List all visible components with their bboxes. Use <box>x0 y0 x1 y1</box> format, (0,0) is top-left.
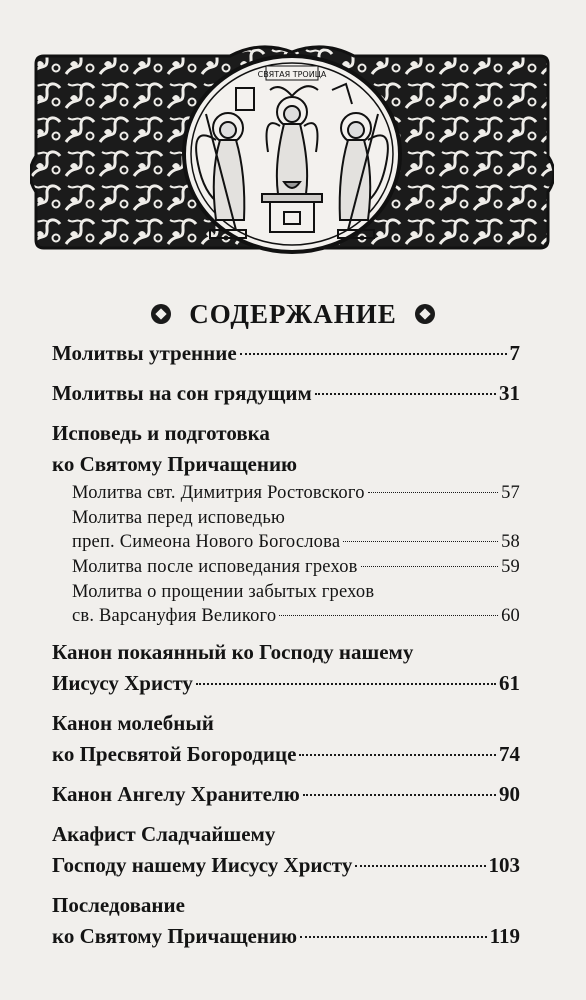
page-number: 103 <box>488 853 520 877</box>
toc-entry-title: Канон Ангелу Хранителю <box>52 782 300 806</box>
toc-entry-title: Последование <box>52 893 185 917</box>
toc-entry-title: Молитва свт. Димитрия Ростовского <box>72 483 365 503</box>
page-number: 31 <box>499 381 520 405</box>
toc-entry[interactable] <box>52 779 520 810</box>
toc-entry-title: Акафист Сладчайшему <box>52 822 276 846</box>
toc-entry-title: Молитва после исповедания грехов <box>72 557 358 577</box>
toc-entry-title: Молитва о прощении забытых грехов <box>72 582 375 602</box>
page-title: СОДЕРЖАНИЕ <box>189 298 397 329</box>
dot-leader <box>240 353 507 355</box>
toc-entry[interactable] <box>52 338 520 369</box>
toc-entry-title: Молитвы на сон грядущим <box>52 381 312 405</box>
dot-leader <box>343 541 498 542</box>
table-of-contents <box>52 338 520 952</box>
page-number: 59 <box>501 557 520 577</box>
toc-entry-title: св. Варсануфия Великого <box>72 606 277 626</box>
toc-subentry[interactable] <box>72 481 520 505</box>
toc-entry[interactable] <box>52 708 520 770</box>
dot-leader <box>361 566 499 567</box>
ornament-right-icon <box>415 304 435 324</box>
toc-entry-title: Молитвы утренние <box>52 341 237 365</box>
toc-subentry[interactable] <box>72 555 520 579</box>
toc-entry-title: Канон молебный <box>52 711 214 735</box>
page-number: 74 <box>499 742 520 766</box>
dot-leader <box>303 794 496 796</box>
toc-entry-title: Господу нашему Иисусу Христу <box>52 853 353 877</box>
page-number: 61 <box>499 671 520 695</box>
page-number: 60 <box>501 606 520 626</box>
toc-entry-title: ко Святому Причащению <box>52 924 298 948</box>
toc-entry-title: Канон покаянный ко Господу нашему <box>52 640 414 664</box>
toc-subentry[interactable] <box>72 580 520 628</box>
page-number: 58 <box>501 532 520 552</box>
ornament-left-icon <box>151 304 171 324</box>
toc-entry[interactable] <box>52 890 520 952</box>
page-number: 7 <box>509 341 520 365</box>
page-number: 57 <box>501 483 520 503</box>
dot-leader <box>196 683 496 685</box>
dot-leader <box>355 865 485 867</box>
toc-entry-title: Исповедь и подготовка <box>52 421 270 445</box>
dot-leader <box>300 936 487 938</box>
toc-entry[interactable] <box>52 637 520 699</box>
toc-entry[interactable] <box>52 418 520 480</box>
toc-subentry[interactable] <box>72 506 520 554</box>
dot-leader <box>299 754 496 756</box>
contents-heading <box>0 292 586 336</box>
toc-entry-title: Молитва перед исповедью <box>72 508 286 528</box>
page-number: 119 <box>489 924 520 948</box>
toc-entry-title: ко Пресвятой Богородице <box>52 742 297 766</box>
toc-entry[interactable] <box>52 819 520 881</box>
dot-leader <box>368 492 498 493</box>
toc-entry-title: преп. Симеона Нового Богослова <box>72 532 341 552</box>
svg-text:СВЯТАЯ ТРОИЦА: СВЯТАЯ ТРОИЦА <box>257 70 327 79</box>
toc-entry-title: Иисусу Христу <box>52 671 193 695</box>
toc-entry-title: ко Святому Причащению <box>52 452 298 476</box>
dot-leader <box>279 615 498 616</box>
toc-entry[interactable] <box>52 378 520 409</box>
trinity-icon-header-ornament <box>30 44 554 260</box>
dot-leader <box>315 393 496 395</box>
page-number: 90 <box>499 782 520 806</box>
